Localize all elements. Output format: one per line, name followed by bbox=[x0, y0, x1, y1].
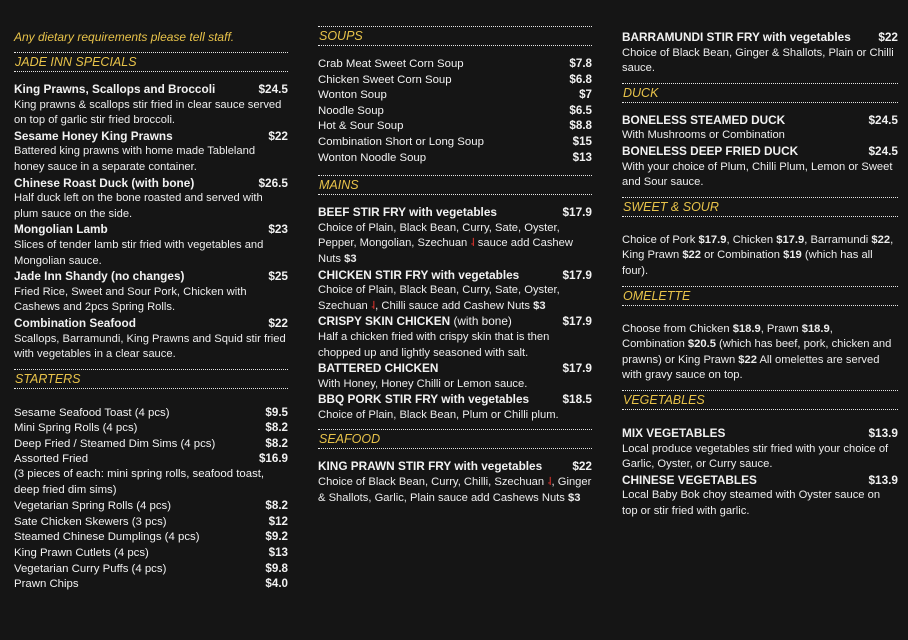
inline-price: $22 bbox=[738, 353, 757, 366]
menu-item bbox=[318, 459, 592, 506]
item-price: $12 bbox=[268, 514, 288, 528]
item-name: Combination Seafood bbox=[14, 315, 136, 330]
item-name: Sesame Honey King Prawns bbox=[14, 128, 173, 143]
item-description bbox=[318, 475, 592, 506]
vegetables-list bbox=[622, 426, 898, 520]
description-text: or Combination bbox=[701, 249, 784, 262]
item-name: Chinese Roast Duck (with bone) bbox=[14, 175, 195, 190]
starter-row bbox=[14, 420, 288, 436]
item-name: Mongolian Lamb bbox=[14, 222, 108, 237]
item-price: $25 bbox=[268, 269, 288, 284]
item-name: Chicken Sweet Corn Soup bbox=[318, 73, 452, 86]
section-title-duck: DUCK bbox=[622, 83, 898, 103]
soup-row bbox=[318, 72, 592, 88]
item-description: Battered king prawns with home made Tableland honey sauce in a separate container. bbox=[14, 145, 256, 173]
item-name: BATTERED CHICKEN bbox=[318, 361, 439, 376]
item-name: Prawn Chips bbox=[14, 578, 79, 591]
item-name: MIX VEGETABLES bbox=[622, 425, 726, 440]
item-name: Wonton Soup bbox=[318, 89, 387, 102]
menu-item bbox=[622, 113, 898, 144]
item-price: $26.5 bbox=[258, 175, 288, 190]
item-name: Steamed Chinese Dumplings (4 pcs) bbox=[14, 531, 200, 544]
item-name-text: CRISPY SKIN CHICKEN bbox=[318, 314, 451, 329]
description-text: , Combination bbox=[622, 322, 833, 351]
section-title-sweet-sour: SWEET & SOUR bbox=[622, 197, 898, 217]
item-price: $15 bbox=[572, 134, 592, 148]
starter-row bbox=[14, 483, 288, 499]
item-price: $9.2 bbox=[265, 530, 288, 544]
item-name: (3 pieces of each: mini spring rolls, seafood toast, bbox=[14, 468, 265, 481]
description-text: Choice of Plain, Black Bean, Curry, Sate, Oyster, Szechuan bbox=[318, 284, 560, 312]
item-price: $13 bbox=[268, 546, 288, 560]
section-title-specials: JADE INN SPECIALS bbox=[14, 52, 288, 72]
inline-price: $18.9 bbox=[732, 322, 761, 335]
item-price: $8.2 bbox=[265, 436, 288, 450]
item-price: $13 bbox=[572, 150, 592, 164]
item-name: BARRAMUNDI STIR FRY with vegetables bbox=[622, 30, 851, 44]
item-name: KING PRAWN STIR FRY with vegetables bbox=[318, 459, 543, 474]
starter-row bbox=[14, 451, 288, 467]
item-name: Jade Inn Shandy (no changes) bbox=[14, 269, 185, 284]
description-text: Choose from Chicken bbox=[622, 322, 733, 335]
item-price: $4.0 bbox=[265, 577, 288, 591]
addon-price: $3 bbox=[567, 491, 581, 504]
soup-row bbox=[318, 150, 592, 166]
item-price: $24.5 bbox=[868, 112, 898, 127]
item-price: $7.8 bbox=[569, 57, 592, 70]
item-price: $9.8 bbox=[265, 561, 288, 575]
description-text: Choice of Pork bbox=[622, 233, 699, 246]
item-name: King Prawns, Scallops and Broccoli bbox=[14, 82, 216, 96]
inline-price: $22 bbox=[871, 233, 891, 246]
item-price: $6.8 bbox=[569, 72, 592, 86]
item-name: Noodle Soup bbox=[318, 104, 384, 117]
item-description: Slices of tender lamb stir fried with vegetables and Mongolian sauce. bbox=[14, 238, 264, 267]
duck-list bbox=[622, 113, 898, 191]
menu-item bbox=[318, 361, 592, 392]
menu-item bbox=[318, 314, 592, 361]
item-name: BEEF STIR FRY with vegetables bbox=[318, 205, 497, 220]
item-price: $8.8 bbox=[569, 119, 592, 133]
menu-item bbox=[622, 30, 898, 77]
starter-row bbox=[14, 545, 288, 561]
menu-item bbox=[622, 426, 898, 473]
item-description: Scallops, Barramundi, King Prawns and Squid stir fried with vegetables in a clear sauce. bbox=[14, 332, 286, 361]
menu-item bbox=[14, 129, 288, 176]
inline-price: $19 bbox=[783, 249, 802, 262]
soup-row bbox=[318, 134, 592, 150]
item-name: BBQ PORK STIR FRY with vegetables bbox=[318, 392, 530, 407]
menu-item bbox=[318, 268, 592, 315]
menu-item bbox=[14, 222, 288, 269]
item-description: With your choice of Plum, Chilli Plum, Lemon or Sweet and Sour sauce. bbox=[622, 160, 893, 189]
description-text: , Ginger & Shallots, Garlic, Plain sauce add Cashews Nuts bbox=[318, 476, 592, 504]
sweet-sour-description bbox=[622, 233, 898, 280]
section-title-mains: MAINS bbox=[318, 175, 592, 195]
menu-item bbox=[318, 205, 592, 267]
item-price: $24.5 bbox=[258, 82, 288, 96]
inline-price: $17.9 bbox=[776, 233, 805, 246]
soup-row bbox=[318, 56, 592, 72]
section-title-vegetables: VEGETABLES bbox=[622, 390, 898, 410]
item-name: deep fried dim sims) bbox=[14, 483, 117, 496]
starter-row bbox=[14, 576, 288, 592]
description-text: (which has beef, pork, chicken and prawns) or King Prawn bbox=[622, 338, 892, 366]
description-text: All omelettes are served with gravy sauce on top. bbox=[622, 353, 880, 382]
item-description: Choice of Plain, Black Bean, Plum or Chilli plum. bbox=[318, 408, 559, 421]
item-description: Local Baby Bok choy steamed with Oyster sauce on top or stir fried with garlic. bbox=[622, 489, 881, 517]
soup-row bbox=[318, 103, 592, 119]
item-price: $17.9 bbox=[562, 314, 592, 329]
mains-list bbox=[318, 205, 592, 423]
inline-price: $17.9 bbox=[698, 233, 727, 246]
item-description bbox=[318, 283, 592, 314]
starter-row bbox=[14, 529, 288, 545]
soup-row bbox=[318, 87, 592, 103]
description-text: Choice of Black Bean, Curry, Chilli, Szechuan bbox=[318, 476, 545, 489]
description-text: sauce add Cashew Nuts bbox=[318, 237, 573, 265]
item-price: $22 bbox=[878, 30, 898, 44]
inline-price: $22 bbox=[682, 249, 701, 262]
item-price: $6.5 bbox=[569, 103, 592, 117]
item-name: BONELESS DEEP FRIED DUCK bbox=[622, 143, 799, 158]
chilli-pepper-icon: ˨ bbox=[370, 299, 376, 312]
menu-item bbox=[622, 144, 898, 191]
section-title-starters: STARTERS bbox=[14, 369, 288, 389]
menu-item bbox=[14, 176, 288, 223]
soups-list bbox=[318, 56, 592, 165]
inline-price: $20.5 bbox=[687, 338, 716, 351]
item-price: $13.9 bbox=[868, 472, 898, 487]
menu-item bbox=[318, 392, 592, 423]
item-name: Vegetarian Spring Rolls (4 pcs) bbox=[14, 500, 172, 513]
dietary-notice: Any dietary requirements please tell staff. bbox=[14, 30, 235, 44]
menu-column-3 bbox=[622, 0, 898, 519]
item-name: Mini Spring Rolls (4 pcs) bbox=[14, 422, 138, 435]
item-price: $8.2 bbox=[265, 421, 288, 435]
item-name bbox=[318, 314, 512, 330]
item-price: $22 bbox=[572, 459, 592, 474]
item-name: King Prawn Cutlets (4 pcs) bbox=[14, 547, 149, 560]
item-price: $22 bbox=[268, 315, 288, 330]
starter-row bbox=[14, 498, 288, 514]
menu-item bbox=[14, 316, 288, 363]
item-price: $22 bbox=[268, 128, 288, 143]
addon-price: $3 bbox=[533, 299, 546, 312]
item-description: Local produce vegetables stir fried with your choice of Garlic, Oyster, or Curry sauce. bbox=[622, 442, 889, 471]
menu-item bbox=[14, 269, 288, 316]
section-title-seafood: SEAFOOD bbox=[318, 429, 592, 449]
soup-row bbox=[318, 118, 592, 134]
item-description: With Mushrooms or Combination bbox=[622, 129, 785, 142]
item-description bbox=[318, 221, 592, 268]
item-price: $9.5 bbox=[265, 405, 288, 419]
description-text: , Prawn bbox=[760, 322, 802, 335]
addon-price: $3 bbox=[344, 252, 357, 265]
inline-price: $18.9 bbox=[801, 322, 830, 335]
omelette-description bbox=[622, 322, 898, 384]
item-price: $17.9 bbox=[562, 361, 592, 376]
menu-column-1 bbox=[14, 0, 288, 592]
starter-row bbox=[14, 405, 288, 421]
item-name: Vegetarian Curry Puffs (4 pcs) bbox=[14, 562, 167, 575]
starter-row bbox=[14, 436, 288, 452]
item-price: $24.5 bbox=[868, 143, 898, 158]
item-price: $7 bbox=[579, 88, 592, 102]
item-price: $17.9 bbox=[562, 267, 592, 282]
item-price: $16.9 bbox=[258, 452, 288, 466]
item-price: $23 bbox=[268, 222, 288, 237]
item-price: $18.5 bbox=[562, 392, 592, 407]
item-name-note: (with bone) bbox=[450, 314, 512, 329]
item-price: $8.2 bbox=[265, 499, 288, 513]
item-description: With Honey, Honey Chilli or Lemon sauce. bbox=[318, 377, 528, 390]
menu-column-2 bbox=[318, 0, 592, 506]
item-name: CHINESE VEGETABLES bbox=[622, 472, 757, 487]
item-name: CHICKEN STIR FRY with vegetables bbox=[318, 267, 520, 282]
section-title-soups: SOUPS bbox=[318, 26, 592, 46]
description-text: , Barramundi bbox=[804, 233, 872, 246]
menu-item bbox=[622, 473, 898, 520]
item-price: $17.9 bbox=[562, 205, 592, 220]
description-text: , Chicken bbox=[726, 233, 777, 246]
seafood-list bbox=[318, 459, 592, 506]
starter-row bbox=[14, 514, 288, 530]
description-text: , Chilli sauce add Cashew Nuts bbox=[375, 299, 534, 312]
item-name: Crab Meat Sweet Corn Soup bbox=[318, 58, 464, 70]
starter-row bbox=[14, 561, 288, 577]
specials-list bbox=[14, 82, 288, 363]
item-name: Assorted Fried bbox=[14, 453, 89, 466]
item-description: Choice of Black Bean, Ginger & Shallots, Plain or Chilli sauce. bbox=[622, 46, 894, 75]
item-description: Half duck left on the bone roasted and served with plum sauce on the side. bbox=[14, 192, 263, 220]
description-text: , King Prawn bbox=[622, 233, 894, 262]
starters-list bbox=[14, 405, 288, 592]
item-name: Deep Fried / Steamed Dim Sims (4 pcs) bbox=[14, 437, 216, 450]
item-name: BONELESS STEAMED DUCK bbox=[622, 112, 786, 127]
item-name: Wonton Noodle Soup bbox=[318, 151, 427, 164]
item-name: Hot & Sour Soup bbox=[318, 120, 404, 133]
description-text: Choice of Plain, Black Bean, Curry, Sate, Oyster, Pepper, Mongolian, Szechuan bbox=[318, 221, 560, 250]
section-title-omelette: OMELETTE bbox=[622, 286, 898, 306]
item-price: $13.9 bbox=[868, 425, 898, 440]
chilli-pepper-icon: ˨ bbox=[547, 476, 552, 489]
item-description: King prawns & scallops stir fried in clear sauce served on top of garlic stir fried broccoli. bbox=[14, 98, 282, 127]
starter-row bbox=[14, 467, 288, 483]
item-name: Sesame Seafood Toast (4 pcs) bbox=[14, 406, 170, 419]
item-description: Half a chicken fried with crispy skin that is then chopped up and lightly seasoned with salt. bbox=[318, 330, 550, 359]
item-name: Sate Chicken Skewers (3 pcs) bbox=[14, 515, 167, 528]
menu-item bbox=[14, 82, 288, 129]
item-description: Fried Rice, Sweet and Sour Pork, Chicken with Cashews and 2pcs Spring Rolls. bbox=[14, 285, 247, 314]
description-text: (which has all four). bbox=[622, 249, 873, 277]
chilli-pepper-icon: ˨ bbox=[470, 237, 475, 250]
item-name: Combination Short or Long Soup bbox=[318, 135, 484, 148]
